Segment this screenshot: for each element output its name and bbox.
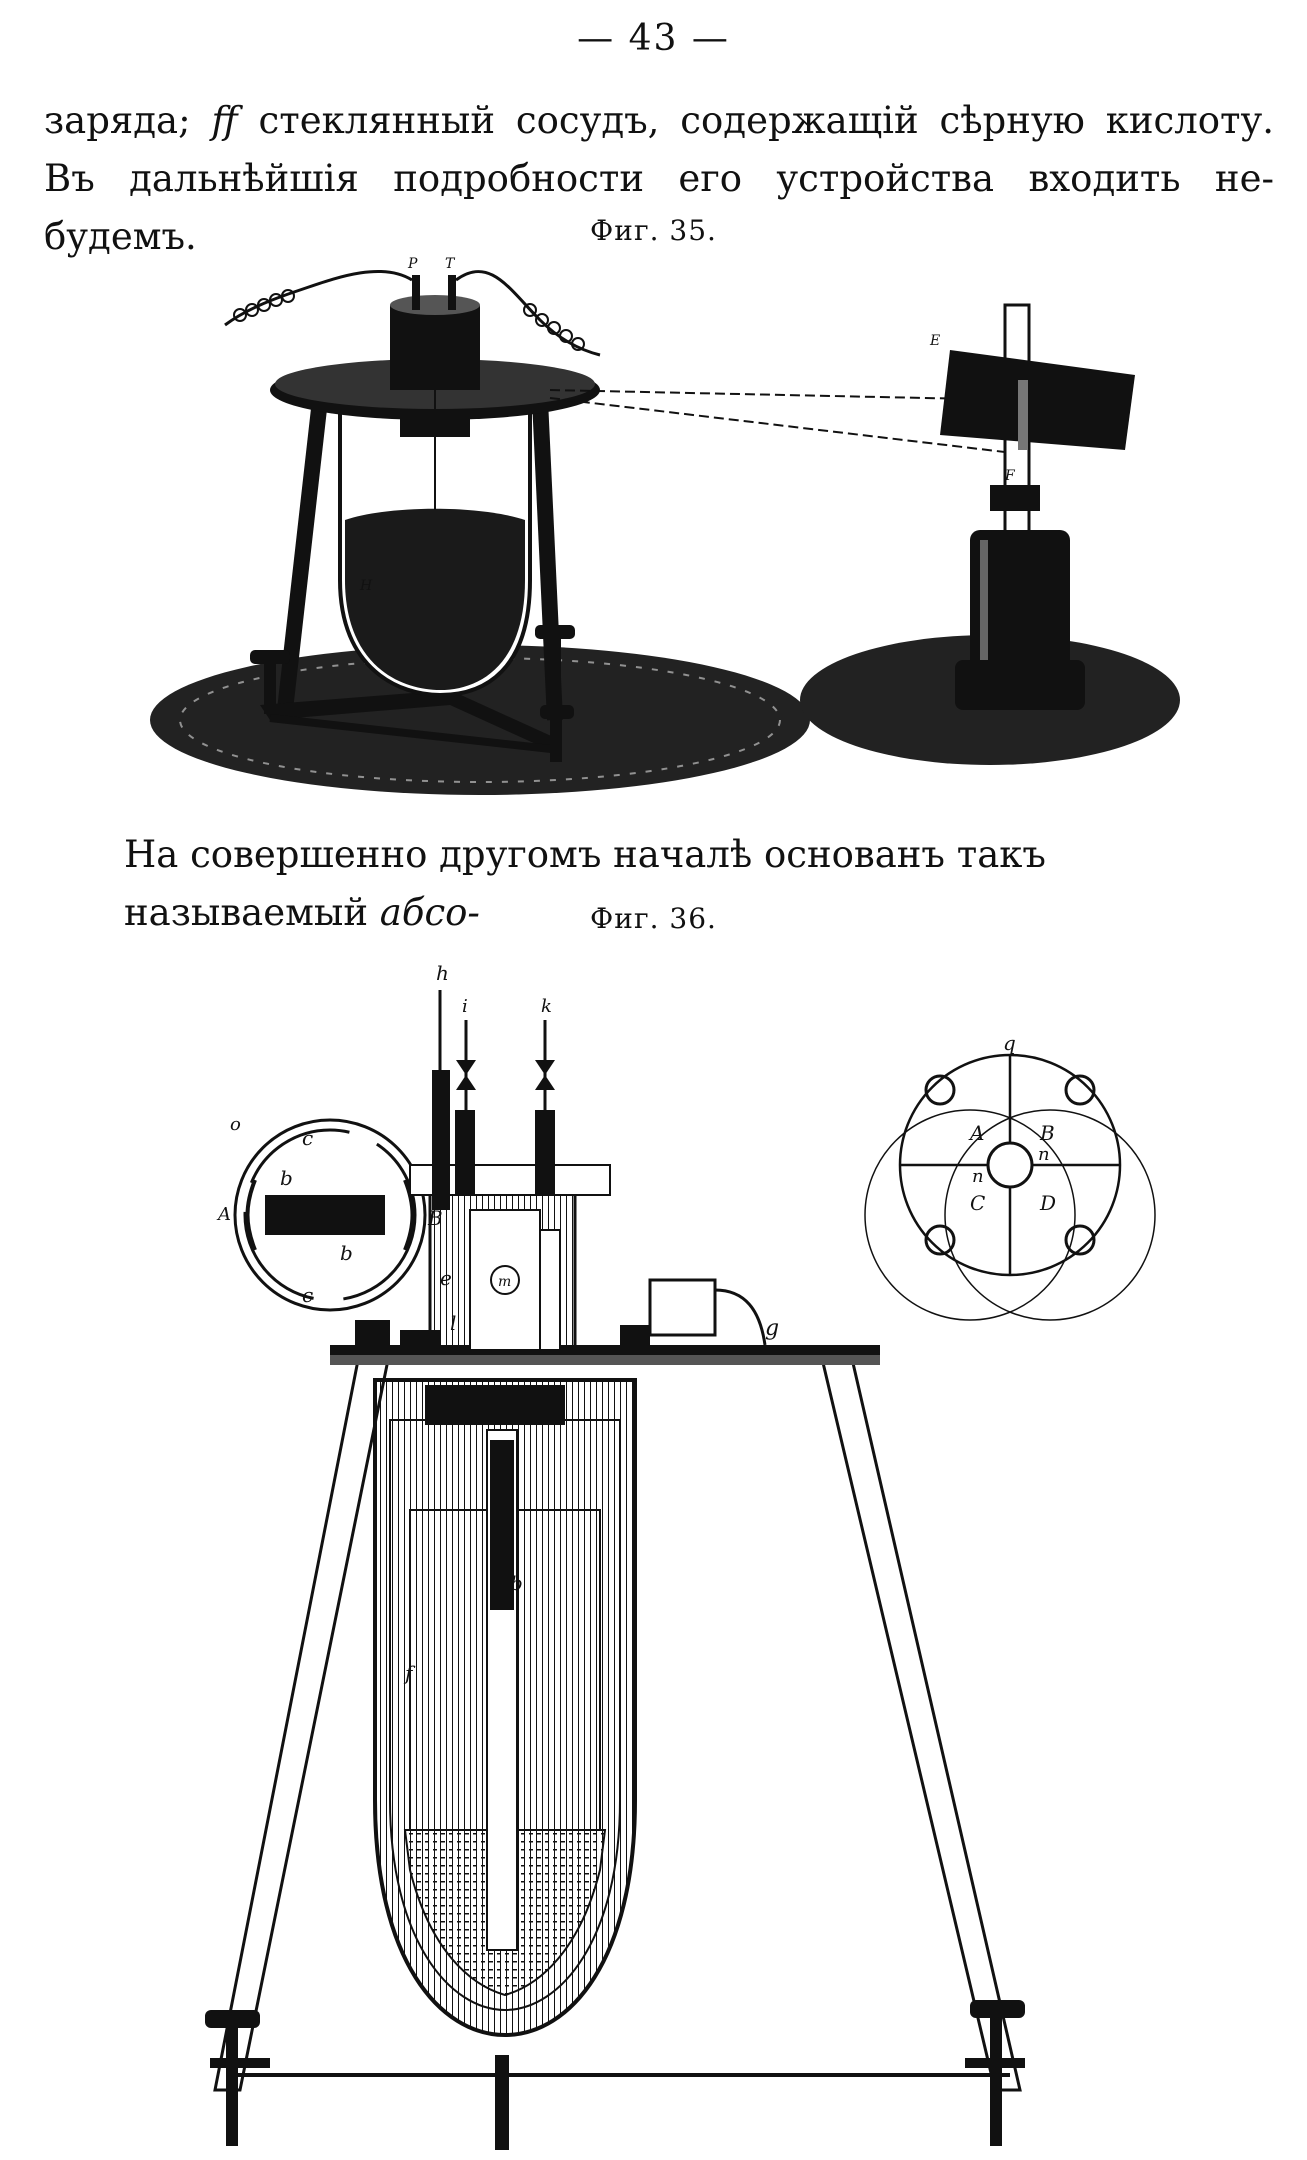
paragraph-1-text-b: стеклянный сосудъ, содержащiй сѣрную кислоту. Въ дальнѣйшiя подробности его устройства входить не-будемъ.	[44, 99, 1274, 258]
paragraph-2-italic: абсо-	[379, 891, 480, 934]
fig36-leg-left	[215, 1350, 390, 2090]
fig36-label-f: f	[405, 1661, 413, 1685]
paragraph-2-text: На совершенно другомъ началѣ основанъ такъ называемый	[124, 833, 1046, 934]
fig36-quad-label-c: C	[970, 1191, 986, 1215]
fig36-quadrant-detail	[865, 1031, 1155, 1320]
fig35-label-h: H	[360, 578, 373, 594]
fig35-caption: Фиг. 35.	[590, 214, 717, 247]
fig36-quad-label-a: A	[970, 1121, 985, 1145]
fig36-caption: Фиг. 36.	[590, 902, 717, 935]
fig36-quad-label-n1: n	[1038, 1144, 1050, 1165]
fig36-label-m: m	[498, 1274, 512, 1290]
paragraph-1-text-a: заряда;	[44, 99, 212, 142]
fig36-ring-label-b2: b	[340, 1241, 353, 1265]
fig35-label-f: F	[1005, 468, 1015, 484]
fig36-label-g: g	[765, 1316, 780, 1341]
fig36-ring-label-b1: b	[280, 1166, 293, 1190]
fig35-scale-board	[940, 350, 1135, 450]
fig35-label-t: T	[445, 256, 455, 272]
fig36-label-b: b	[510, 1571, 523, 1595]
fig36-ring-needle	[265, 1195, 385, 1235]
fig36-label-h: h	[436, 961, 449, 985]
fig36-ring-label-c1: c	[302, 1126, 314, 1150]
fig35-illustration	[150, 250, 1190, 810]
fig36-label-k: k	[541, 996, 552, 1017]
fig36-quad-label-n2: n	[972, 1166, 984, 1187]
fig35-label-p: P	[408, 256, 418, 272]
fig36-label-i: i	[462, 996, 468, 1017]
fig35-tower	[390, 305, 480, 390]
fig36-ring-label-o: o	[230, 1114, 241, 1135]
fig36-quad-label-b: B	[1040, 1121, 1055, 1145]
fig36-ring-label-a: A	[218, 1204, 231, 1225]
fig36-ring-detail	[216, 1114, 452, 1310]
fig35-wire-left	[225, 271, 412, 325]
fig36-quad-label-d: D	[1040, 1191, 1057, 1215]
fig36-quad-label-q: q	[1003, 1031, 1016, 1055]
fig36-label-l: l	[450, 1311, 457, 1335]
page-number: — 43 —	[577, 18, 730, 59]
fig36-ring-label-c2: c	[302, 1283, 314, 1307]
paragraph-1-italic: ff	[211, 99, 238, 142]
fig36-leg-right	[820, 1350, 1020, 2090]
fig36-illustration	[200, 950, 1160, 2155]
fig35-label-e: E	[930, 333, 941, 349]
fig36-screw-left	[205, 2010, 270, 2146]
